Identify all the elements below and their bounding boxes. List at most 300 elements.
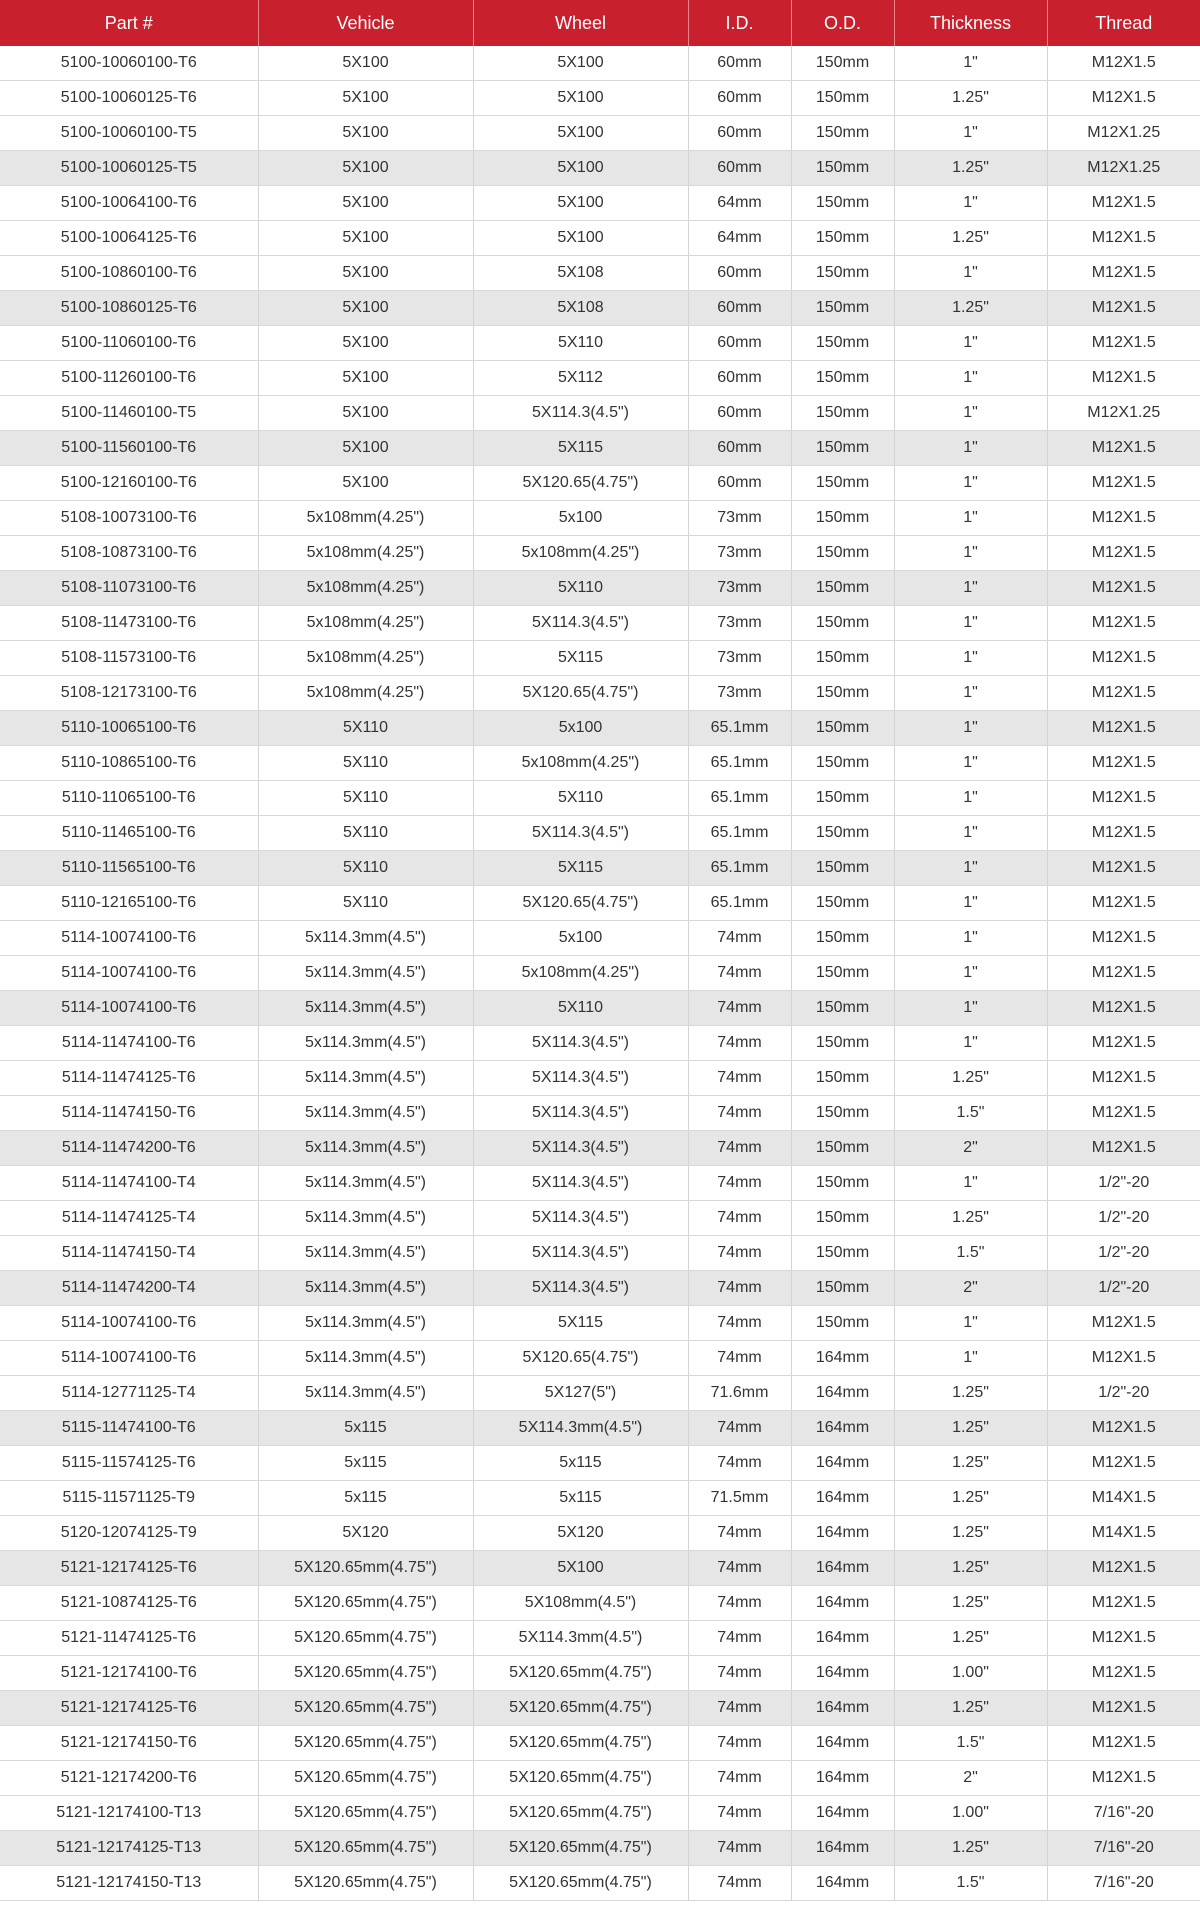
table-row: [0, 606, 1200, 641]
cell-wheel: 5x115: [473, 1446, 688, 1481]
cell-vehicle: 5x108mm(4.25"): [258, 571, 473, 606]
table-row: [0, 571, 1200, 606]
cell-thread: M12X1.5: [1047, 921, 1200, 956]
cell-part-number: 5114-12771125-T4: [0, 1376, 258, 1411]
cell-wheel: 5x115: [473, 1481, 688, 1516]
cell-outer-diameter: 150mm: [791, 81, 894, 116]
cell-outer-diameter: 150mm: [791, 851, 894, 886]
cell-thread: M12X1.5: [1047, 1026, 1200, 1061]
cell-wheel: 5X100: [473, 186, 688, 221]
cell-wheel: 5X120.65mm(4.75"): [473, 1691, 688, 1726]
cell-part-number: 5114-11474125-T4: [0, 1201, 258, 1236]
table-row: [0, 1026, 1200, 1061]
table-row: [0, 256, 1200, 291]
cell-vehicle: 5x114.3mm(4.5"): [258, 1271, 473, 1306]
cell-thickness: 1.25": [894, 1411, 1047, 1446]
cell-inner-diameter: 74mm: [688, 1691, 791, 1726]
cell-outer-diameter: 150mm: [791, 256, 894, 291]
cell-inner-diameter: 71.5mm: [688, 1481, 791, 1516]
cell-vehicle: 5X110: [258, 816, 473, 851]
cell-wheel: 5X114.3mm(4.5"): [473, 1411, 688, 1446]
cell-thickness: 1.25": [894, 1061, 1047, 1096]
cell-part-number: 5114-10074100-T6: [0, 921, 258, 956]
table-header: [0, 0, 1200, 46]
cell-thread: 1/2"-20: [1047, 1166, 1200, 1201]
cell-vehicle: 5X120.65mm(4.75"): [258, 1866, 473, 1901]
cell-vehicle: 5X100: [258, 466, 473, 501]
cell-vehicle: 5x108mm(4.25"): [258, 536, 473, 571]
table-row: [0, 1236, 1200, 1271]
cell-inner-diameter: 73mm: [688, 536, 791, 571]
table-row: [0, 1586, 1200, 1621]
cell-wheel: 5X110: [473, 571, 688, 606]
cell-thickness: 1.25": [894, 1516, 1047, 1551]
cell-thickness: 2": [894, 1761, 1047, 1796]
cell-outer-diameter: 150mm: [791, 816, 894, 851]
table-row: [0, 676, 1200, 711]
cell-part-number: 5114-11474125-T6: [0, 1061, 258, 1096]
cell-thickness: 1.25": [894, 1481, 1047, 1516]
cell-inner-diameter: 74mm: [688, 1306, 791, 1341]
cell-inner-diameter: 60mm: [688, 466, 791, 501]
cell-inner-diameter: 74mm: [688, 956, 791, 991]
table-row: [0, 1096, 1200, 1131]
cell-part-number: 5114-11474200-T4: [0, 1271, 258, 1306]
cell-inner-diameter: 65.1mm: [688, 746, 791, 781]
cell-inner-diameter: 74mm: [688, 1201, 791, 1236]
cell-thread: M12X1.5: [1047, 1061, 1200, 1096]
cell-inner-diameter: 71.6mm: [688, 1376, 791, 1411]
table-row: [0, 116, 1200, 151]
cell-thread: M12X1.5: [1047, 641, 1200, 676]
cell-vehicle: 5X100: [258, 396, 473, 431]
cell-outer-diameter: 150mm: [791, 781, 894, 816]
cell-vehicle: 5X100: [258, 116, 473, 151]
cell-thread: M12X1.5: [1047, 291, 1200, 326]
cell-outer-diameter: 164mm: [791, 1831, 894, 1866]
table-row: [0, 781, 1200, 816]
cell-outer-diameter: 164mm: [791, 1446, 894, 1481]
header-part-number: Part #: [0, 0, 258, 46]
cell-thickness: 1": [894, 711, 1047, 746]
cell-outer-diameter: 164mm: [791, 1586, 894, 1621]
cell-wheel: 5X127(5"): [473, 1376, 688, 1411]
cell-part-number: 5108-11573100-T6: [0, 641, 258, 676]
table-row: [0, 151, 1200, 186]
cell-outer-diameter: 164mm: [791, 1656, 894, 1691]
table-row: [0, 46, 1200, 81]
cell-wheel: 5X114.3(4.5"): [473, 1201, 688, 1236]
cell-inner-diameter: 60mm: [688, 396, 791, 431]
cell-wheel: 5X114.3(4.5"): [473, 606, 688, 641]
cell-wheel: 5X108mm(4.5"): [473, 1586, 688, 1621]
cell-vehicle: 5x114.3mm(4.5"): [258, 1306, 473, 1341]
cell-thread: M12X1.5: [1047, 781, 1200, 816]
cell-thread: M12X1.5: [1047, 46, 1200, 81]
cell-inner-diameter: 64mm: [688, 221, 791, 256]
cell-part-number: 5121-12174125-T6: [0, 1691, 258, 1726]
cell-inner-diameter: 74mm: [688, 1726, 791, 1761]
cell-wheel: 5X115: [473, 851, 688, 886]
cell-thickness: 1.25": [894, 1586, 1047, 1621]
cell-wheel: 5X110: [473, 326, 688, 361]
cell-wheel: 5X120.65mm(4.75"): [473, 1761, 688, 1796]
cell-part-number: 5100-10064125-T6: [0, 221, 258, 256]
cell-vehicle: 5X120.65mm(4.75"): [258, 1586, 473, 1621]
cell-thickness: 2": [894, 1131, 1047, 1166]
cell-outer-diameter: 150mm: [791, 676, 894, 711]
cell-thickness: 1": [894, 326, 1047, 361]
cell-inner-diameter: 74mm: [688, 1831, 791, 1866]
cell-thickness: 1.25": [894, 221, 1047, 256]
cell-outer-diameter: 164mm: [791, 1761, 894, 1796]
cell-wheel: 5X100: [473, 221, 688, 256]
cell-inner-diameter: 65.1mm: [688, 886, 791, 921]
cell-part-number: 5100-10860100-T6: [0, 256, 258, 291]
cell-thickness: 1.25": [894, 1621, 1047, 1656]
cell-wheel: 5x108mm(4.25"): [473, 536, 688, 571]
cell-thickness: 1": [894, 501, 1047, 536]
cell-thickness: 1": [894, 956, 1047, 991]
cell-outer-diameter: 150mm: [791, 536, 894, 571]
cell-inner-diameter: 60mm: [688, 361, 791, 396]
header-inner-diameter: I.D.: [688, 0, 791, 46]
cell-outer-diameter: 150mm: [791, 46, 894, 81]
table-row: [0, 1271, 1200, 1306]
table-body: [0, 46, 1200, 1901]
cell-vehicle: 5x108mm(4.25"): [258, 641, 473, 676]
cell-inner-diameter: 74mm: [688, 1026, 791, 1061]
cell-outer-diameter: 164mm: [791, 1691, 894, 1726]
cell-inner-diameter: 74mm: [688, 1096, 791, 1131]
table-row: [0, 361, 1200, 396]
cell-thread: M12X1.5: [1047, 1131, 1200, 1166]
cell-wheel: 5x100: [473, 921, 688, 956]
cell-thickness: 1": [894, 781, 1047, 816]
cell-part-number: 5100-10860125-T6: [0, 291, 258, 326]
cell-thickness: 1.25": [894, 1691, 1047, 1726]
table-row: [0, 711, 1200, 746]
cell-vehicle: 5x114.3mm(4.5"): [258, 1201, 473, 1236]
cell-thread: M12X1.5: [1047, 501, 1200, 536]
cell-thickness: 1": [894, 676, 1047, 711]
cell-part-number: 5108-10873100-T6: [0, 536, 258, 571]
table-row: [0, 1481, 1200, 1516]
table-row: [0, 1621, 1200, 1656]
cell-wheel: 5X114.3(4.5"): [473, 1026, 688, 1061]
cell-thread: M12X1.5: [1047, 186, 1200, 221]
cell-thread: M12X1.5: [1047, 1726, 1200, 1761]
cell-vehicle: 5X120.65mm(4.75"): [258, 1691, 473, 1726]
cell-vehicle: 5x114.3mm(4.5"): [258, 1131, 473, 1166]
cell-thread: 1/2"-20: [1047, 1271, 1200, 1306]
table-row: [0, 1341, 1200, 1376]
cell-thread: M12X1.25: [1047, 116, 1200, 151]
table-row: [0, 431, 1200, 466]
cell-part-number: 5100-12160100-T6: [0, 466, 258, 501]
cell-outer-diameter: 164mm: [791, 1866, 894, 1901]
cell-inner-diameter: 60mm: [688, 116, 791, 151]
table-row: [0, 186, 1200, 221]
cell-thread: M14X1.5: [1047, 1481, 1200, 1516]
cell-inner-diameter: 74mm: [688, 1866, 791, 1901]
cell-inner-diameter: 74mm: [688, 1131, 791, 1166]
cell-inner-diameter: 73mm: [688, 571, 791, 606]
cell-part-number: 5121-12174100-T13: [0, 1796, 258, 1831]
cell-vehicle: 5X100: [258, 151, 473, 186]
table-row: [0, 641, 1200, 676]
cell-thread: M12X1.5: [1047, 1691, 1200, 1726]
cell-thickness: 1": [894, 816, 1047, 851]
cell-wheel: 5X100: [473, 116, 688, 151]
cell-wheel: 5X114.3(4.5"): [473, 1236, 688, 1271]
cell-wheel: 5X112: [473, 361, 688, 396]
cell-wheel: 5X114.3(4.5"): [473, 396, 688, 431]
cell-wheel: 5X120.65(4.75"): [473, 886, 688, 921]
cell-thread: M12X1.5: [1047, 956, 1200, 991]
cell-outer-diameter: 164mm: [791, 1621, 894, 1656]
cell-thickness: 1.25": [894, 81, 1047, 116]
cell-part-number: 5100-11260100-T6: [0, 361, 258, 396]
cell-outer-diameter: 150mm: [791, 571, 894, 606]
cell-outer-diameter: 150mm: [791, 1026, 894, 1061]
cell-inner-diameter: 73mm: [688, 641, 791, 676]
cell-thickness: 1": [894, 571, 1047, 606]
table-row: [0, 536, 1200, 571]
cell-thickness: 1": [894, 886, 1047, 921]
cell-thread: 1/2"-20: [1047, 1201, 1200, 1236]
cell-vehicle: 5x114.3mm(4.5"): [258, 1236, 473, 1271]
cell-vehicle: 5X100: [258, 186, 473, 221]
cell-part-number: 5121-12174100-T6: [0, 1656, 258, 1691]
cell-thickness: 1": [894, 466, 1047, 501]
cell-outer-diameter: 150mm: [791, 991, 894, 1026]
cell-part-number: 5121-12174125-T13: [0, 1831, 258, 1866]
cell-wheel: 5X114.3(4.5"): [473, 816, 688, 851]
cell-thread: M12X1.5: [1047, 1586, 1200, 1621]
cell-vehicle: 5X100: [258, 81, 473, 116]
cell-vehicle: 5X100: [258, 431, 473, 466]
table-row: [0, 326, 1200, 361]
cell-inner-diameter: 74mm: [688, 1341, 791, 1376]
cell-thickness: 1": [894, 991, 1047, 1026]
cell-thickness: 1.25": [894, 151, 1047, 186]
cell-thread: M14X1.5: [1047, 1516, 1200, 1551]
cell-part-number: 5100-10060100-T6: [0, 46, 258, 81]
table-row: [0, 1376, 1200, 1411]
cell-wheel: 5X120.65mm(4.75"): [473, 1796, 688, 1831]
cell-wheel: 5X120.65mm(4.75"): [473, 1656, 688, 1691]
cell-part-number: 5114-10074100-T6: [0, 1341, 258, 1376]
cell-outer-diameter: 150mm: [791, 956, 894, 991]
table-row: [0, 1131, 1200, 1166]
cell-inner-diameter: 65.1mm: [688, 851, 791, 886]
cell-inner-diameter: 74mm: [688, 1061, 791, 1096]
cell-inner-diameter: 60mm: [688, 81, 791, 116]
cell-inner-diameter: 74mm: [688, 1271, 791, 1306]
cell-part-number: 5108-10073100-T6: [0, 501, 258, 536]
cell-thread: M12X1.5: [1047, 256, 1200, 291]
cell-thickness: 1": [894, 536, 1047, 571]
cell-inner-diameter: 60mm: [688, 291, 791, 326]
cell-vehicle: 5X120.65mm(4.75"): [258, 1761, 473, 1796]
table-row: [0, 1166, 1200, 1201]
cell-outer-diameter: 150mm: [791, 431, 894, 466]
table-row: [0, 1446, 1200, 1481]
cell-thread: M12X1.5: [1047, 81, 1200, 116]
cell-outer-diameter: 150mm: [791, 606, 894, 641]
cell-wheel: 5X114.3(4.5"): [473, 1131, 688, 1166]
cell-vehicle: 5X120.65mm(4.75"): [258, 1796, 473, 1831]
cell-outer-diameter: 164mm: [791, 1726, 894, 1761]
cell-part-number: 5100-10060125-T5: [0, 151, 258, 186]
cell-thickness: 2": [894, 1271, 1047, 1306]
cell-vehicle: 5x114.3mm(4.5"): [258, 956, 473, 991]
table-row: [0, 1866, 1200, 1901]
cell-thickness: 1": [894, 1166, 1047, 1201]
cell-thickness: 1": [894, 46, 1047, 81]
cell-inner-diameter: 74mm: [688, 1446, 791, 1481]
cell-inner-diameter: 60mm: [688, 431, 791, 466]
cell-part-number: 5114-10074100-T6: [0, 1306, 258, 1341]
cell-vehicle: 5X110: [258, 711, 473, 746]
cell-inner-diameter: 74mm: [688, 1656, 791, 1691]
table-row: [0, 466, 1200, 501]
cell-thread: M12X1.25: [1047, 151, 1200, 186]
header-outer-diameter: O.D.: [791, 0, 894, 46]
cell-inner-diameter: 64mm: [688, 186, 791, 221]
cell-thread: M12X1.5: [1047, 326, 1200, 361]
cell-thickness: 1": [894, 186, 1047, 221]
cell-outer-diameter: 150mm: [791, 886, 894, 921]
cell-wheel: 5X120.65mm(4.75"): [473, 1831, 688, 1866]
cell-thread: M12X1.5: [1047, 711, 1200, 746]
cell-outer-diameter: 150mm: [791, 1236, 894, 1271]
cell-outer-diameter: 150mm: [791, 711, 894, 746]
cell-thickness: 1": [894, 1341, 1047, 1376]
cell-outer-diameter: 150mm: [791, 1131, 894, 1166]
cell-part-number: 5100-11060100-T6: [0, 326, 258, 361]
cell-thickness: 1": [894, 1306, 1047, 1341]
cell-thickness: 1.25": [894, 291, 1047, 326]
cell-wheel: 5X110: [473, 991, 688, 1026]
table-row: [0, 886, 1200, 921]
table-row: [0, 816, 1200, 851]
cell-thread: 7/16"-20: [1047, 1831, 1200, 1866]
cell-part-number: 5115-11574125-T6: [0, 1446, 258, 1481]
cell-outer-diameter: 150mm: [791, 1201, 894, 1236]
cell-vehicle: 5x114.3mm(4.5"): [258, 1376, 473, 1411]
cell-outer-diameter: 150mm: [791, 1271, 894, 1306]
cell-outer-diameter: 150mm: [791, 396, 894, 431]
cell-vehicle: 5x108mm(4.25"): [258, 676, 473, 711]
cell-part-number: 5108-11073100-T6: [0, 571, 258, 606]
cell-part-number: 5100-10060100-T5: [0, 116, 258, 151]
cell-wheel: 5X114.3(4.5"): [473, 1271, 688, 1306]
cell-part-number: 5121-12174200-T6: [0, 1761, 258, 1796]
cell-thread: M12X1.5: [1047, 1551, 1200, 1586]
cell-vehicle: 5X100: [258, 326, 473, 361]
cell-inner-diameter: 60mm: [688, 46, 791, 81]
cell-inner-diameter: 74mm: [688, 1166, 791, 1201]
cell-outer-diameter: 150mm: [791, 1061, 894, 1096]
table-row: [0, 1796, 1200, 1831]
table-row: [0, 921, 1200, 956]
cell-outer-diameter: 150mm: [791, 291, 894, 326]
cell-inner-diameter: 60mm: [688, 256, 791, 291]
table-row: [0, 291, 1200, 326]
table-row: [0, 396, 1200, 431]
cell-outer-diameter: 150mm: [791, 501, 894, 536]
cell-outer-diameter: 150mm: [791, 151, 894, 186]
cell-thread: M12X1.5: [1047, 851, 1200, 886]
cell-thickness: 1": [894, 606, 1047, 641]
table-row: [0, 1551, 1200, 1586]
table-row: [0, 1831, 1200, 1866]
cell-inner-diameter: 74mm: [688, 921, 791, 956]
cell-thickness: 1.5": [894, 1236, 1047, 1271]
cell-vehicle: 5x114.3mm(4.5"): [258, 1026, 473, 1061]
table-row: [0, 1516, 1200, 1551]
cell-part-number: 5110-11565100-T6: [0, 851, 258, 886]
cell-part-number: 5114-11474150-T4: [0, 1236, 258, 1271]
cell-thread: M12X1.5: [1047, 1096, 1200, 1131]
cell-outer-diameter: 150mm: [791, 186, 894, 221]
cell-vehicle: 5X120: [258, 1516, 473, 1551]
cell-inner-diameter: 74mm: [688, 1236, 791, 1271]
cell-part-number: 5120-12074125-T9: [0, 1516, 258, 1551]
table-row: [0, 221, 1200, 256]
cell-thread: M12X1.5: [1047, 1411, 1200, 1446]
cell-thread: M12X1.5: [1047, 536, 1200, 571]
cell-outer-diameter: 150mm: [791, 921, 894, 956]
cell-wheel: 5X100: [473, 1551, 688, 1586]
cell-thickness: 1": [894, 116, 1047, 151]
cell-vehicle: 5x114.3mm(4.5"): [258, 1341, 473, 1376]
cell-part-number: 5121-11474125-T6: [0, 1621, 258, 1656]
cell-vehicle: 5x115: [258, 1411, 473, 1446]
cell-vehicle: 5X110: [258, 746, 473, 781]
cell-thread: M12X1.5: [1047, 886, 1200, 921]
cell-part-number: 5110-10865100-T6: [0, 746, 258, 781]
cell-part-number: 5114-10074100-T6: [0, 956, 258, 991]
cell-inner-diameter: 74mm: [688, 1621, 791, 1656]
cell-inner-diameter: 74mm: [688, 991, 791, 1026]
cell-thread: M12X1.5: [1047, 466, 1200, 501]
cell-vehicle: 5x115: [258, 1446, 473, 1481]
cell-thread: M12X1.5: [1047, 571, 1200, 606]
cell-part-number: 5121-10874125-T6: [0, 1586, 258, 1621]
cell-wheel: 5x108mm(4.25"): [473, 956, 688, 991]
cell-vehicle: 5X120.65mm(4.75"): [258, 1656, 473, 1691]
cell-thickness: 1": [894, 641, 1047, 676]
cell-thread: M12X1.5: [1047, 1656, 1200, 1691]
cell-thickness: 1": [894, 361, 1047, 396]
cell-part-number: 5100-10064100-T6: [0, 186, 258, 221]
cell-outer-diameter: 164mm: [791, 1551, 894, 1586]
cell-outer-diameter: 164mm: [791, 1341, 894, 1376]
cell-part-number: 5108-12173100-T6: [0, 676, 258, 711]
table-row: [0, 81, 1200, 116]
cell-wheel: 5x100: [473, 711, 688, 746]
cell-outer-diameter: 150mm: [791, 746, 894, 781]
cell-outer-diameter: 164mm: [791, 1481, 894, 1516]
cell-thickness: 1": [894, 851, 1047, 886]
cell-wheel: 5X120.65(4.75"): [473, 676, 688, 711]
cell-vehicle: 5X120.65mm(4.75"): [258, 1831, 473, 1866]
cell-outer-diameter: 150mm: [791, 1166, 894, 1201]
cell-inner-diameter: 74mm: [688, 1551, 791, 1586]
